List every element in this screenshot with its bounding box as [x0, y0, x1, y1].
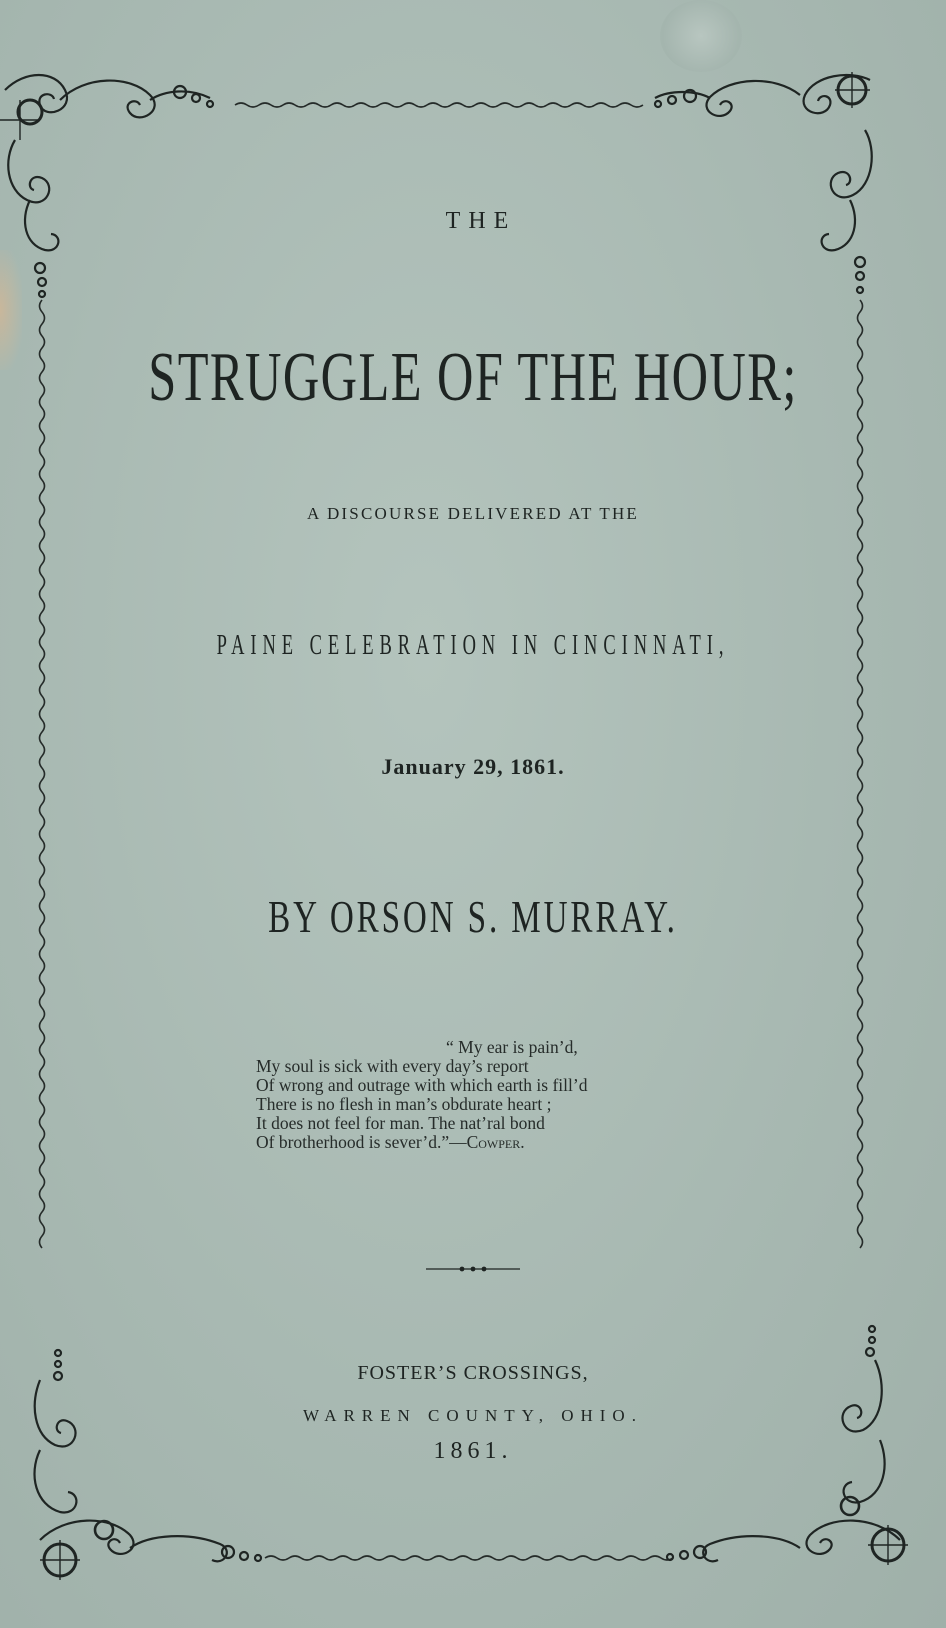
- epigraph-line: Of brotherhood is sever’d.”—: [256, 1132, 467, 1152]
- author-line: BY ORSON S. MURRAY.: [268, 891, 678, 942]
- imprint-place: FOSTER’S CROSSINGS,: [357, 1362, 589, 1384]
- top-border-line: [235, 103, 643, 107]
- epigraph-attribution: Cowper.: [466, 1132, 525, 1152]
- epigraph-line: There is no flesh in man’s obdurate heart ;: [256, 1094, 552, 1114]
- ornamental-divider: [426, 1265, 520, 1273]
- epigraph-line: Of wrong and outrage with which earth is fill’d: [256, 1075, 588, 1095]
- epigraph: [256, 1038, 736, 1152]
- main-title: STRUGGLE OF THE HOUR;: [148, 339, 798, 416]
- epigraph-line: It does not feel for man. The nat’ral bond: [256, 1113, 545, 1133]
- bottom-border-line: [265, 1556, 673, 1560]
- subtitle-line-2: PAINE CELEBRATION IN CINCINNATI,: [216, 630, 730, 661]
- epigraph-last-line: [256, 1133, 736, 1152]
- discourse-date: January 29, 1861.: [381, 754, 565, 779]
- title-article: THE: [445, 208, 517, 234]
- corner-ornament-top-left: [0, 75, 213, 297]
- epigraph-line: My soul is sick with every day’s report: [256, 1056, 529, 1076]
- subtitle-line-1: A DISCOURSE DELIVERED AT THE: [306, 504, 640, 523]
- imprint-county: WARREN COUNTY, OHIO.: [303, 1406, 643, 1425]
- imprint-year: 1861.: [433, 1438, 513, 1464]
- epigraph-line: “ My ear is pain’d,: [446, 1037, 578, 1057]
- corner-ornament-top-right: [655, 72, 872, 293]
